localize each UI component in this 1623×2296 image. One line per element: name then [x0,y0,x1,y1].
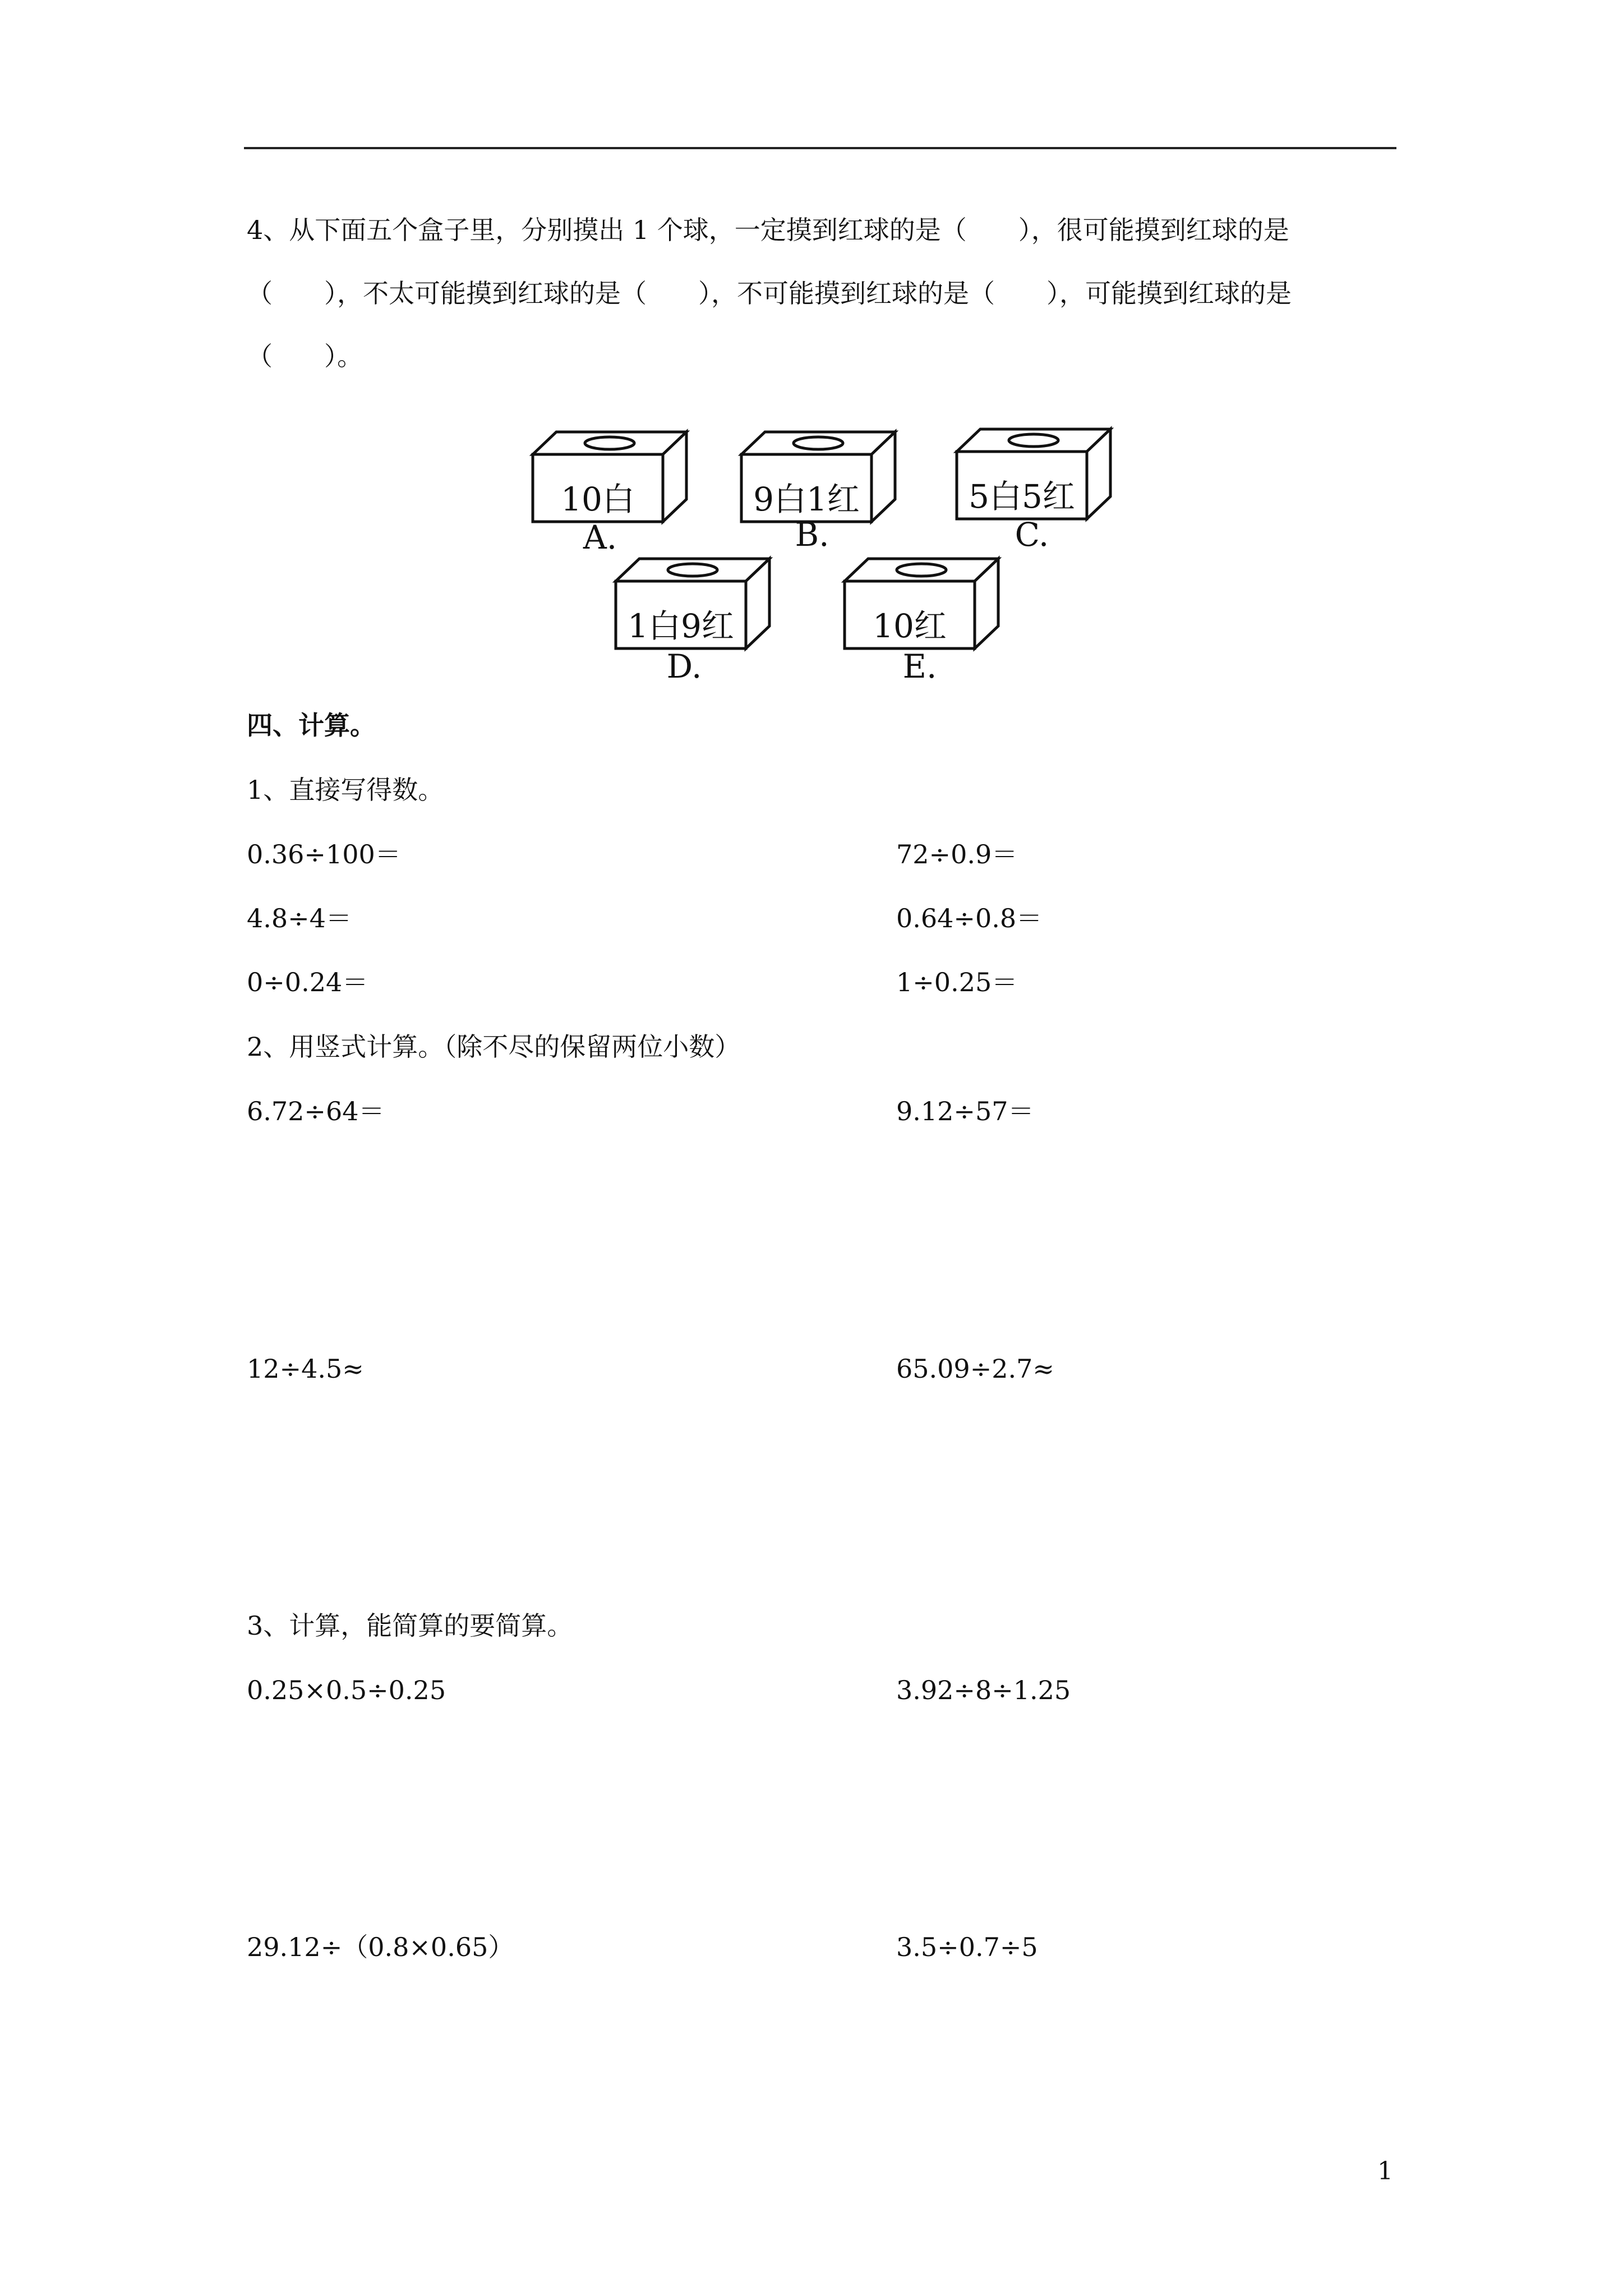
part1-item: 1÷0.25＝ [896,967,1018,997]
part3-item: 3.5÷0.7÷5 [896,1932,1038,1962]
box-c-content: 5白5红 [969,477,1075,516]
part2-item: 9.12÷57＝ [896,1096,1034,1126]
box-a-content: 10白 [561,480,635,518]
box-e-letter: E. [902,647,937,683]
box-b-content: 9白1红 [753,480,860,518]
box-b-letter: B. [795,516,829,554]
part1-item: 0.64÷0.8＝ [896,903,1043,933]
part1-item: 4.8÷4＝ [247,903,352,933]
box-d-content: 1白9红 [628,607,734,645]
question4-line1: 4、从下面五个盒子里，分别摸出 1 个球，一定摸到红球的是（ ），很可能摸到红球的是 [247,215,1289,245]
box-a-letter: A. [583,518,617,556]
header-rule [244,147,1396,149]
part3-title: 3、计算，能简算的要简算。 [247,1611,573,1641]
part1-item: 72÷0.9＝ [896,839,1018,869]
part2-item: 65.09÷2.7≈ [896,1354,1054,1384]
part3-item: 0.25×0.5÷0.25 [247,1675,446,1705]
section4-title: 四、计算。 [247,710,376,740]
question4-line3: （ ）。 [247,341,363,371]
part3-item: 29.12÷（0.8×0.65） [247,1932,514,1962]
part1-title: 1、直接写得数。 [247,775,444,805]
part3-item: 3.92÷8÷1.25 [896,1675,1071,1705]
part2-item: 6.72÷64＝ [247,1096,385,1126]
part1-item: 0.36÷100＝ [247,839,401,869]
part2-item: 12÷4.5≈ [247,1354,364,1384]
page-number: 1 [1377,2157,1393,2185]
part1-item: 0÷0.24＝ [247,967,368,997]
box-e-content: 10红 [873,607,947,645]
part2-title: 2、用竖式计算。（除不尽的保留两位小数） [247,1032,741,1062]
box-d-letter: D. [666,647,702,683]
question4-line2: （ ），不太可能摸到红球的是（ ），不可能摸到红球的是（ ），可能摸到红球的是 [247,278,1292,309]
box-c-letter: C. [1015,516,1049,554]
ball-boxes-figure [522,414,1127,683]
